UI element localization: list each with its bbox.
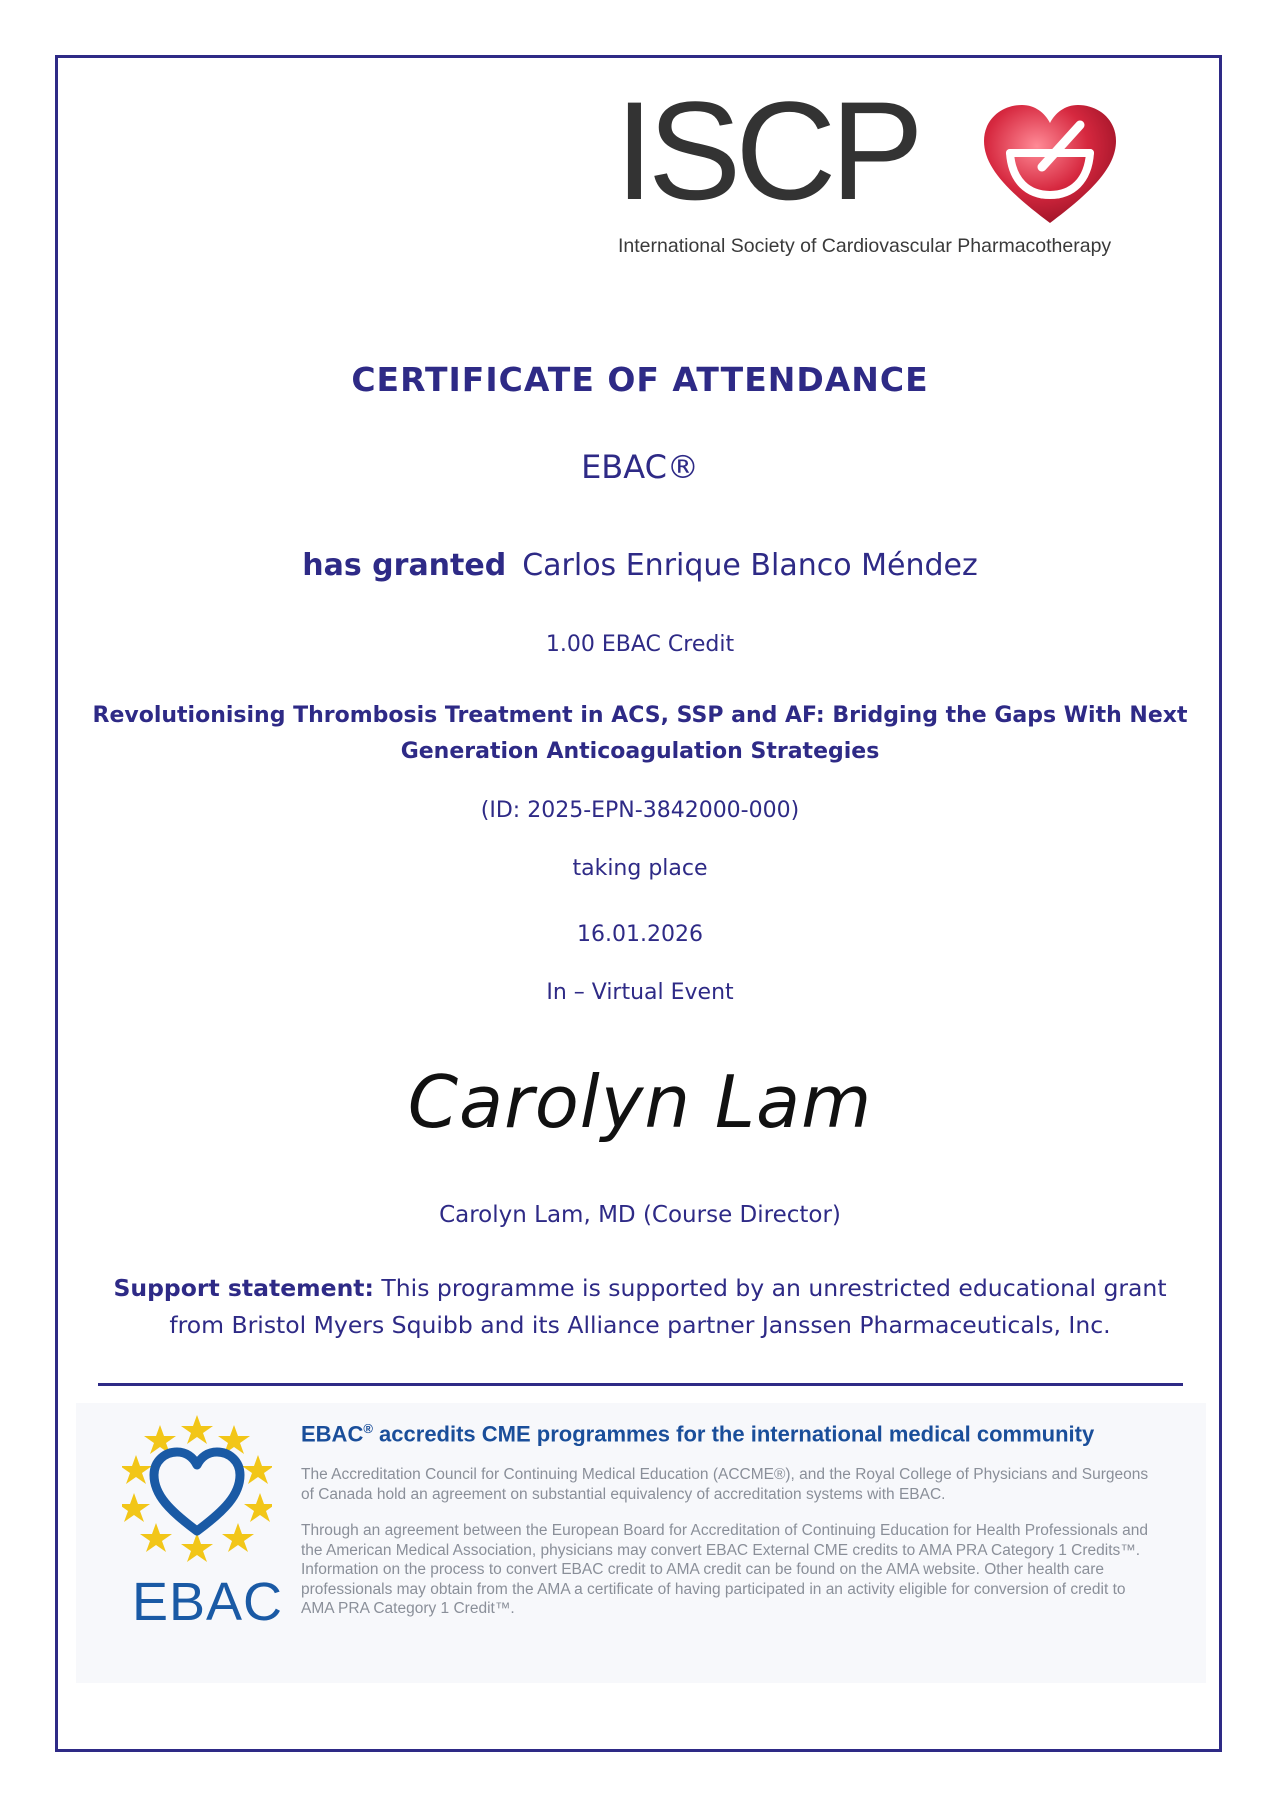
granted-line — [0, 548, 1280, 583]
event-date: 16.01.2026 — [577, 922, 703, 947]
iscp-heart-mortar-icon — [980, 103, 1120, 228]
iscp-logo — [615, 72, 1175, 265]
event-venue: In – Virtual Event — [546, 980, 734, 1005]
support-text: This programme is supported by an unrestricted educational grant from Bristol Myers Squibb and its Alliance partner Janssen Pharmaceuticals, Inc. — [169, 1274, 1167, 1339]
iscp-logo-wordmark: ISCP — [615, 72, 918, 229]
issuer-name: EBAC® — [581, 448, 699, 486]
ebac-paragraph-ama: Through an agreement between the European Board for Accreditation of Continuing Education for Health Professionals and the American Medical Association, physicians may convert EBAC External CME credits to AMA PRA Category 1 Credits™. Information on the process to convert EBAC credit to AMA credit can be found on the AMA website. Other health care professionals may obtain from the AMA a certificate of having participated in an activity eligible for conversion of credit to AMA PRA Category 1 Credit™. — [301, 1522, 1149, 1617]
ebac-heart-stars-icon — [122, 1413, 272, 1563]
recipient-name: Carlos Enrique Blanco Méndez — [522, 548, 978, 583]
support-label: Support statement: — [113, 1274, 374, 1302]
credit-amount: 1.00 EBAC Credit — [545, 632, 735, 657]
iscp-logo-subtitle: International Society of Cardiovascular Pharmacotherapy — [618, 235, 1112, 257]
certificate-title: CERTIFICATE OF ATTENDANCE — [351, 360, 929, 399]
course-director: Carolyn Lam, MD (Course Director) — [439, 1202, 841, 1228]
director-signature: Carolyn Lam — [407, 1060, 873, 1144]
ebac-logo-text: EBAC — [132, 1572, 284, 1632]
ebac-heading-prefix: EBAC — [301, 1421, 364, 1447]
taking-place-label: taking place — [572, 856, 708, 881]
ebac-heading — [301, 1421, 1094, 1447]
ebac-accreditation-box — [76, 1403, 1206, 1683]
event-id: (ID: 2025-EPN-3842000-000) — [480, 798, 800, 823]
ebac-paragraph-accme: The Accreditation Council for Continuing Medical Education (ACCME®), and the Royal College of Physicians and Surgeons of Canada hold an agreement on substantial equivalency of accreditation systems with EBAC. — [301, 1466, 1149, 1503]
granted-label: has granted — [302, 548, 507, 583]
ebac-heading-registered: ® — [363, 1421, 373, 1436]
course-title: Revolutionising Thrombosis Treatment in ACS, SSP and AF: Bridging the Gaps With Next Generation Anticoagulation Strategies — [92, 703, 1188, 764]
ebac-heading-rest: accredits CME programmes for the international medical community — [372, 1421, 1095, 1447]
support-statement — [90, 1270, 1190, 1344]
divider — [98, 1383, 1183, 1386]
